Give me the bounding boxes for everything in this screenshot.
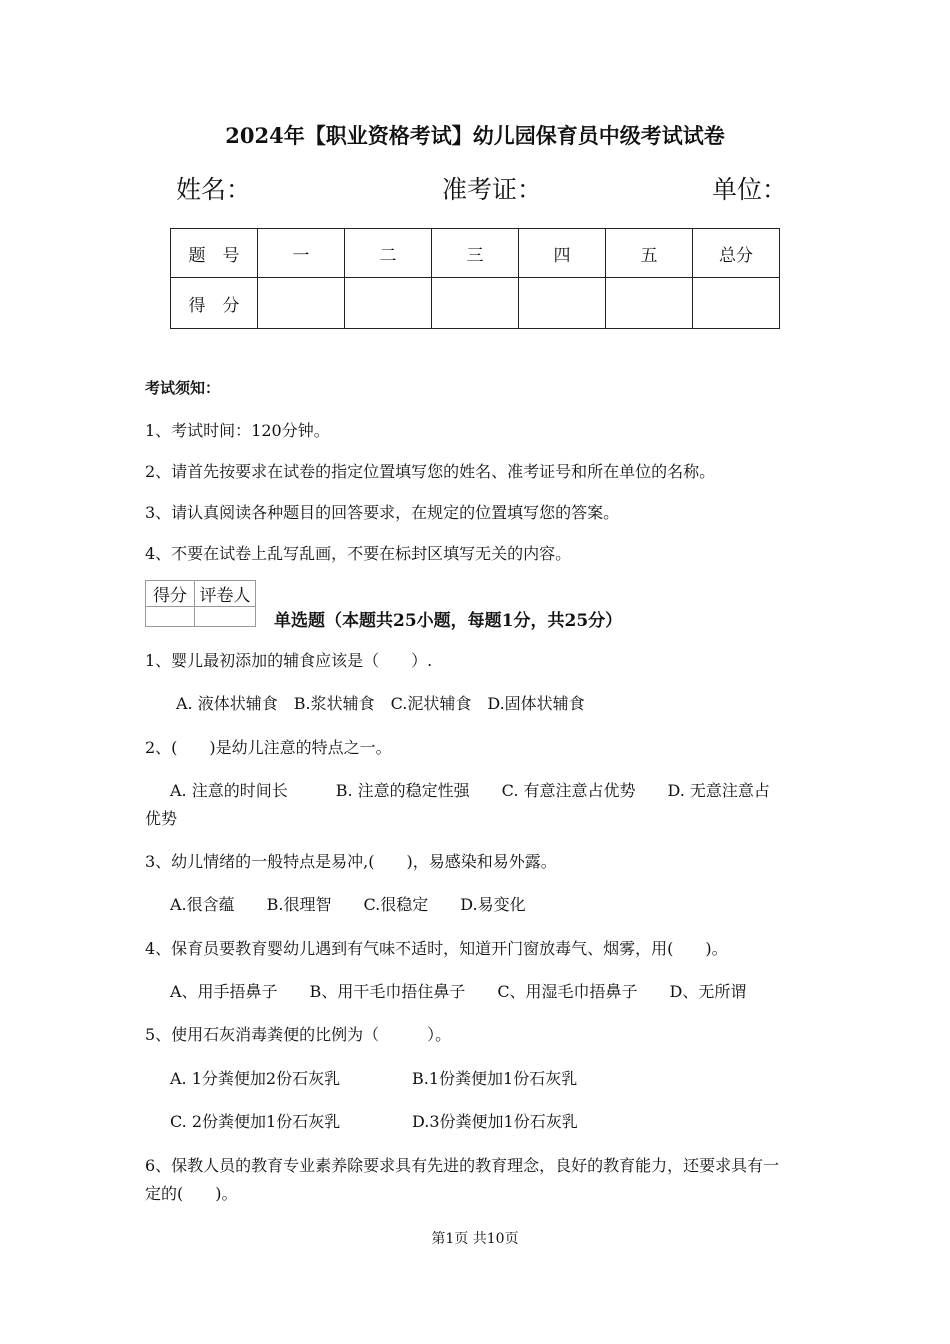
score-table (170, 228, 780, 329)
notice-item: 4、不要在试卷上乱写乱画，不要在标封区填写无关的内容。 (145, 544, 572, 563)
grader-score-cell (146, 607, 195, 627)
question-stem: 6、保教人员的教育专业素养除要求具有先进的教育理念，良好的教育能力，还要求具有一 (145, 1156, 780, 1175)
score-cell (345, 278, 432, 329)
grader-reviewer-cell (195, 607, 256, 627)
grader-reviewer-label: 评卷人 (195, 581, 256, 607)
question-options: A. 注意的时间长 B. 注意的稳定性强 C. 有意注意占优势 D. 无意注意占 (170, 781, 770, 800)
notice-heading: 考试须知： (145, 379, 221, 397)
question-stem: 3、幼儿情绪的一般特点是易冲,( )，易感染和易外露。 (145, 852, 557, 871)
question-option-a: A. 1分粪便加2份石灰乳 (170, 1069, 341, 1088)
score-table-header-cell: 四 (519, 229, 606, 278)
score-table-header-cell: 一 (258, 229, 345, 278)
score-cell (432, 278, 519, 329)
question-option-c: C. 2份粪便加1份石灰乳 (170, 1112, 341, 1131)
question-option-d: D.3份粪便加1份石灰乳 (412, 1112, 578, 1131)
score-table-header-cell: 总分 (693, 229, 780, 278)
section-title: 单选题（本题共25小题，每题1分，共25分） (274, 611, 623, 631)
page-footer: 第1页 共10页 (431, 1231, 519, 1247)
score-cell (258, 278, 345, 329)
unit-field-label: 单位： (712, 175, 788, 204)
score-table-header-row (171, 229, 780, 278)
question-stem: 2、( )是幼儿注意的特点之一。 (145, 738, 392, 757)
name-field-label: 姓名： (176, 175, 252, 204)
question-stem: 1、婴儿最初添加的辅食应该是（ ）. (145, 651, 433, 670)
score-table-score-row (171, 278, 780, 329)
question-stem-continued: 定的( )。 (145, 1184, 238, 1203)
score-cell (693, 278, 780, 329)
score-table-header-cell: 题 号 (171, 229, 258, 278)
score-table-header-cell: 五 (606, 229, 693, 278)
question-options: A. 液体状辅食 B.浆状辅食 C.泥状辅食 D.固体状辅食 (176, 694, 585, 713)
exam-number-field-label: 准考证： (442, 175, 543, 204)
question-stem: 4、保育员要教育婴幼儿遇到有气味不适时，知道开门窗放毒气、烟雾，用( )。 (145, 939, 728, 958)
score-row-label: 得 分 (171, 278, 258, 329)
score-cell (606, 278, 693, 329)
exam-title: 2024年【职业资格考试】幼儿园保育员中级考试试卷 (225, 123, 725, 148)
score-table-header-cell: 二 (345, 229, 432, 278)
question-option-b: B.1份粪便加1份石灰乳 (412, 1069, 578, 1088)
question-options: A.很含蕴 B.很理智 C.很稳定 D.易变化 (170, 895, 526, 914)
question-options: A、用手捂鼻子 B、用干毛巾捂住鼻子 C、用湿毛巾捂鼻子 D、无所谓 (170, 982, 747, 1001)
notice-item: 1、考试时间：120分钟。 (145, 421, 330, 440)
grader-box (145, 580, 256, 627)
question-options-continued: 优势 (145, 809, 178, 828)
score-table-header-cell: 三 (432, 229, 519, 278)
question-stem: 5、使用石灰消毒粪便的比例为（ ）。 (145, 1025, 452, 1044)
notice-item: 3、请认真阅读各种题目的回答要求，在规定的位置填写您的答案。 (145, 503, 620, 522)
notice-item: 2、请首先按要求在试卷的指定位置填写您的姓名、准考证号和所在单位的名称。 (145, 462, 716, 481)
grader-score-label: 得分 (146, 581, 195, 607)
score-cell (519, 278, 606, 329)
